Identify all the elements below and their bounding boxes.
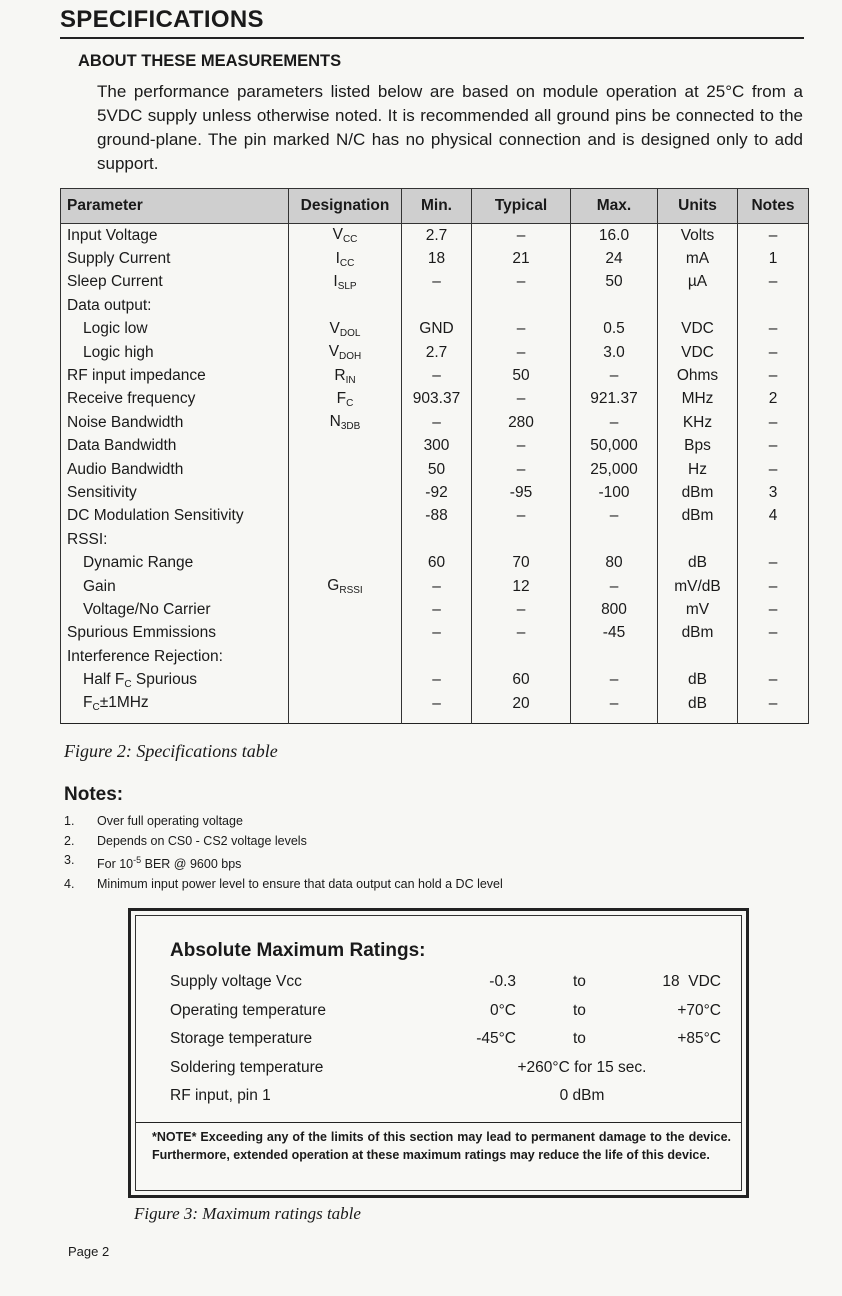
notes-cell: – (738, 692, 809, 724)
units-cell (658, 645, 738, 668)
designation-symbol: I (333, 272, 338, 290)
units-cell: Bps (658, 435, 738, 458)
parameter-cell (61, 481, 289, 504)
parameter-label: Data output: (67, 296, 152, 314)
designation-cell (289, 411, 402, 434)
notes-cell: 3 (738, 481, 809, 504)
max-cell (571, 294, 658, 317)
max-cell: 921.37 (571, 388, 658, 411)
parameter-label: DC Modulation Sensitivity (67, 507, 244, 525)
note-number: 1. (64, 814, 75, 828)
table-row (61, 318, 809, 341)
min-cell: – (402, 598, 472, 621)
max-cell: 25,000 (571, 458, 658, 481)
note-number: 3. (64, 853, 75, 867)
units-cell: Volts (658, 224, 738, 248)
min-cell: 2.7 (402, 224, 472, 248)
note-prefix: For 10 (97, 857, 134, 872)
parameter-cell (61, 411, 289, 434)
designation-cell (289, 528, 402, 551)
designation-cell (289, 622, 402, 645)
note-number: 2. (64, 833, 75, 848)
designation-subscript: SLP (337, 280, 357, 292)
designation-cell (289, 224, 402, 248)
units-cell: dBm (658, 622, 738, 645)
designation-cell (289, 481, 402, 504)
designation-cell (289, 294, 402, 317)
designation-cell (289, 341, 402, 364)
title-rule (60, 37, 804, 39)
typ-cell (472, 294, 571, 317)
typ-cell: – (472, 458, 571, 481)
notes-cell: – (738, 668, 809, 691)
note-body: Depends on CS0 - CS2 voltage levels (97, 833, 307, 848)
designation-symbol: R (334, 366, 346, 384)
units-cell: VDC (658, 318, 738, 341)
notes-cell: – (738, 551, 809, 574)
units-cell: mV/dB (658, 575, 738, 598)
parameter-cell (61, 551, 289, 574)
typ-cell: 60 (472, 668, 571, 691)
designation-cell (289, 575, 402, 598)
typ-cell: – (472, 224, 571, 248)
rating-min: -0.3 (489, 973, 516, 990)
rating-min: 0°C (489, 1001, 516, 1019)
designation-cell (289, 458, 402, 481)
table-row (61, 575, 809, 598)
table-row (61, 247, 809, 270)
note-body: Minimum input power level to ensure that data output can hold a DC level (97, 876, 503, 891)
page-number: Page 2 (68, 1244, 110, 1259)
units-cell: mV (658, 598, 738, 621)
units-cell: MHz (658, 388, 738, 411)
max-cell: 24 (571, 247, 658, 270)
typ-cell: 70 (472, 551, 571, 574)
table-row (61, 294, 809, 317)
max-cell: – (571, 364, 658, 387)
parameter-cell (61, 458, 289, 481)
typ-cell: – (472, 388, 571, 411)
parameter-suffix: Spurious (131, 670, 198, 688)
note-number: 4. (64, 876, 75, 891)
designation-cell (289, 271, 402, 294)
rating-label: Storage temperature (170, 1030, 313, 1047)
min-cell: – (402, 622, 472, 645)
rating-value: 0 dBm (559, 1087, 605, 1104)
notes-cell: – (738, 435, 809, 458)
notes-cell: – (738, 318, 809, 341)
table-row (61, 551, 809, 574)
designation-cell (289, 247, 402, 270)
min-cell: 300 (402, 435, 472, 458)
parameter-cell (61, 435, 289, 458)
note-item (64, 832, 503, 852)
notes-cell: 1 (738, 247, 809, 270)
designation-symbol: V (329, 319, 340, 337)
parameter-cell (61, 224, 289, 248)
notes-cell: – (738, 598, 809, 621)
units-cell (658, 294, 738, 317)
designation-subscript: 3DB (340, 421, 361, 433)
designation-cell (289, 505, 402, 528)
parameter-label: Input Voltage (67, 226, 158, 244)
column-header: Designation (289, 189, 402, 224)
min-cell: – (402, 411, 472, 434)
parameter-subscript: C (124, 678, 132, 690)
units-cell: KHz (658, 411, 738, 434)
max-cell: 16.0 (571, 224, 658, 248)
max-cell: – (571, 575, 658, 598)
designation-cell (289, 435, 402, 458)
rating-max: +70°C (677, 1001, 721, 1019)
parameter-cell (61, 271, 289, 294)
min-cell: – (402, 271, 472, 294)
column-header: Typical (472, 189, 571, 224)
notes-cell: 2 (738, 388, 809, 411)
notes-cell: – (738, 575, 809, 598)
typ-cell: 50 (472, 364, 571, 387)
min-cell: 60 (402, 551, 472, 574)
max-ratings-inner-frame (135, 915, 742, 1191)
min-cell: – (402, 692, 472, 724)
units-cell: dBm (658, 481, 738, 504)
notes-cell: – (738, 224, 809, 248)
designation-symbol: F (336, 389, 347, 407)
max-cell: 50,000 (571, 435, 658, 458)
min-cell (402, 528, 472, 551)
notes-cell (738, 528, 809, 551)
table-row (61, 411, 809, 434)
min-cell (402, 645, 472, 668)
parameter-cell (61, 598, 289, 621)
min-cell: 2.7 (402, 341, 472, 364)
designation-cell (289, 598, 402, 621)
designation-cell (289, 388, 402, 411)
rating-to: to (573, 1030, 586, 1047)
intro-paragraph: The performance parameters listed below are based on module operation at 25°C from a 5VDC supply unless otherwise noted. It is recommended all ground pins be connected to the ground-plane. The pin marked N/C has no physical connection and is designed only to add support. (97, 82, 803, 173)
units-cell: dB (658, 551, 738, 574)
parameter-cell (61, 528, 289, 551)
max-ratings-warning: *NOTE* Exceeding any of the limits of this section may lead to permanent damage to the device. Furthermore, extended operation at these maximum ratings may reduce the life of this device. (136, 1122, 741, 1164)
max-cell: -100 (571, 481, 658, 504)
units-cell: µA (658, 271, 738, 294)
table-row (61, 622, 809, 645)
parameter-label: Sleep Current (67, 273, 163, 291)
figure-2-caption: Figure 2: Specifications table (64, 741, 278, 761)
parameter-label: Supply Current (67, 250, 171, 268)
table-row (61, 458, 809, 481)
units-cell: dB (658, 692, 738, 724)
figure-3-caption: Figure 3: Maximum ratings table (134, 1204, 361, 1223)
designation-cell (289, 551, 402, 574)
max-cell: 80 (571, 551, 658, 574)
designation-symbol: G (327, 577, 340, 595)
section-heading: ABOUT THESE MEASUREMENTS (78, 52, 342, 70)
units-cell: Hz (658, 458, 738, 481)
notes-cell: – (738, 411, 809, 434)
note-body: BER @ 9600 bps (141, 857, 242, 872)
max-cell: – (571, 692, 658, 724)
notes-cell (738, 294, 809, 317)
min-cell: 18 (402, 247, 472, 270)
parameter-cell (61, 622, 289, 645)
units-cell: dB (658, 668, 738, 691)
note-body: Over full operating voltage (97, 814, 243, 828)
max-cell: 800 (571, 598, 658, 621)
rating-max: +85°C (677, 1030, 721, 1047)
parameter-cell (61, 341, 289, 364)
typ-cell: – (472, 271, 571, 294)
parameter-label: Logic low (83, 320, 148, 338)
designation-symbol: V (328, 343, 340, 361)
note-text (97, 812, 243, 832)
parameter-cell (61, 645, 289, 668)
column-header: Units (658, 189, 738, 224)
table-row (61, 388, 809, 411)
max-cell: 50 (571, 271, 658, 294)
typ-cell (472, 528, 571, 551)
table-row (61, 645, 809, 668)
parameter-label: Data Bandwidth (67, 437, 177, 455)
page-title: SPECIFICATIONS (60, 6, 264, 33)
note-text (97, 851, 241, 875)
column-header: Max. (571, 189, 658, 224)
table-row (61, 224, 809, 248)
rating-to: to (573, 973, 586, 990)
rating-label: Operating temperature (170, 1001, 326, 1019)
note-item (64, 812, 503, 832)
column-header: Notes (738, 189, 809, 224)
column-header: Min. (402, 189, 472, 224)
min-cell: -92 (402, 481, 472, 504)
table-row (61, 435, 809, 458)
rating-value: +260°C for 15 sec. (517, 1058, 647, 1076)
typ-cell: – (472, 598, 571, 621)
parameter-cell (61, 364, 289, 387)
max-cell: 0.5 (571, 318, 658, 341)
rating-label: Soldering temperature (170, 1058, 324, 1076)
max-cell: – (571, 505, 658, 528)
typ-cell: 21 (472, 247, 571, 270)
max-cell: – (571, 668, 658, 691)
designation-subscript: DOH (339, 351, 362, 363)
note-text (97, 832, 307, 852)
notes-cell: – (738, 458, 809, 481)
max-cell: -45 (571, 622, 658, 645)
table-row (61, 364, 809, 387)
max-cell: – (571, 411, 658, 434)
units-cell: mA (658, 247, 738, 270)
designation-symbol: V (332, 226, 343, 244)
parameter-label: Gain (83, 577, 116, 595)
min-cell: GND (402, 318, 472, 341)
parameter-cell (61, 505, 289, 528)
rating-label: RF input, pin 1 (170, 1087, 271, 1104)
max-cell (571, 645, 658, 668)
units-cell (658, 528, 738, 551)
parameter-cell (61, 294, 289, 317)
table-row (61, 668, 809, 691)
table-body (61, 224, 809, 724)
parameter-label: Dynamic Range (83, 554, 194, 572)
parameter-label: Noise Bandwidth (67, 413, 184, 431)
table-header-row (61, 189, 809, 224)
designation-cell (289, 645, 402, 668)
parameter-label: RSSI: (67, 530, 108, 548)
note-item (64, 875, 503, 895)
notes-list (64, 812, 503, 894)
designation-symbol: I (335, 249, 340, 267)
designation-symbol: N (329, 413, 341, 431)
designation-cell (289, 668, 402, 691)
typ-cell: – (472, 622, 571, 645)
typ-cell: – (472, 505, 571, 528)
designation-cell (289, 692, 402, 724)
typ-cell: – (472, 435, 571, 458)
min-cell: – (402, 668, 472, 691)
specifications-table (60, 188, 809, 724)
designation-subscript: DOL (339, 327, 361, 339)
rating-label: Supply voltage Vcc (170, 973, 302, 990)
parameter-label: Spurious Emmissions (67, 624, 217, 642)
min-cell (402, 294, 472, 317)
units-cell: Ohms (658, 364, 738, 387)
table-row (61, 481, 809, 504)
min-cell: – (402, 575, 472, 598)
designation-subscript: C (346, 397, 354, 409)
rating-to: to (573, 1001, 586, 1019)
typ-cell: – (472, 341, 571, 364)
rating-min: -45°C (476, 1030, 516, 1047)
parameter-label: Half F (83, 670, 125, 688)
table-row (61, 692, 809, 724)
parameter-suffix: ±1MHz (99, 694, 149, 711)
parameter-label: Voltage/No Carrier (83, 600, 211, 618)
designation-subscript: RSSI (339, 585, 363, 597)
table-row (61, 528, 809, 551)
typ-cell: 12 (472, 575, 571, 598)
notes-cell: – (738, 622, 809, 645)
units-cell: VDC (658, 341, 738, 364)
min-cell: 50 (402, 458, 472, 481)
note-exponent: -5 (133, 855, 142, 865)
notes-cell: 4 (738, 505, 809, 528)
parameter-label: Audio Bandwidth (67, 460, 184, 478)
typ-cell: -95 (472, 481, 571, 504)
parameter-label: F (83, 694, 93, 711)
min-cell: -88 (402, 505, 472, 528)
designation-cell (289, 364, 402, 387)
designation-cell (289, 318, 402, 341)
notes-cell: – (738, 341, 809, 364)
max-cell: 3.0 (571, 341, 658, 364)
parameter-label: Interference Rejection: (67, 647, 223, 665)
notes-heading: Notes: (64, 784, 124, 805)
table-row (61, 598, 809, 621)
notes-cell: – (738, 271, 809, 294)
typ-cell: – (472, 318, 571, 341)
parameter-label: Receive frequency (67, 390, 196, 408)
column-header: Parameter (61, 189, 289, 224)
parameter-cell (61, 575, 289, 598)
typ-cell (472, 645, 571, 668)
parameter-label: Logic high (83, 343, 154, 361)
parameter-subscript: C (92, 702, 100, 713)
designation-subscript: CC (339, 257, 355, 269)
min-cell: 903.37 (402, 388, 472, 411)
units-cell: dBm (658, 505, 738, 528)
max-cell (571, 528, 658, 551)
parameter-cell (61, 692, 289, 724)
parameter-cell (61, 318, 289, 341)
notes-cell: – (738, 364, 809, 387)
note-text (97, 875, 503, 895)
parameter-label: RF input impedance (67, 367, 206, 385)
table-row (61, 505, 809, 528)
parameter-label: Sensitivity (67, 483, 137, 501)
notes-cell (738, 645, 809, 668)
designation-subscript: CC (342, 234, 358, 246)
typ-cell: 280 (472, 411, 571, 434)
parameter-cell (61, 247, 289, 270)
table-row (61, 271, 809, 294)
note-item (64, 851, 503, 875)
min-cell: – (402, 364, 472, 387)
typ-cell: 20 (472, 692, 571, 724)
designation-subscript: IN (345, 374, 356, 386)
max-ratings-title: Absolute Maximum Ratings: (170, 940, 426, 961)
table-row (61, 341, 809, 364)
parameter-cell (61, 668, 289, 691)
rating-max: 18 VDC (662, 973, 721, 990)
max-ratings-box (128, 908, 749, 1198)
parameter-cell (61, 388, 289, 411)
